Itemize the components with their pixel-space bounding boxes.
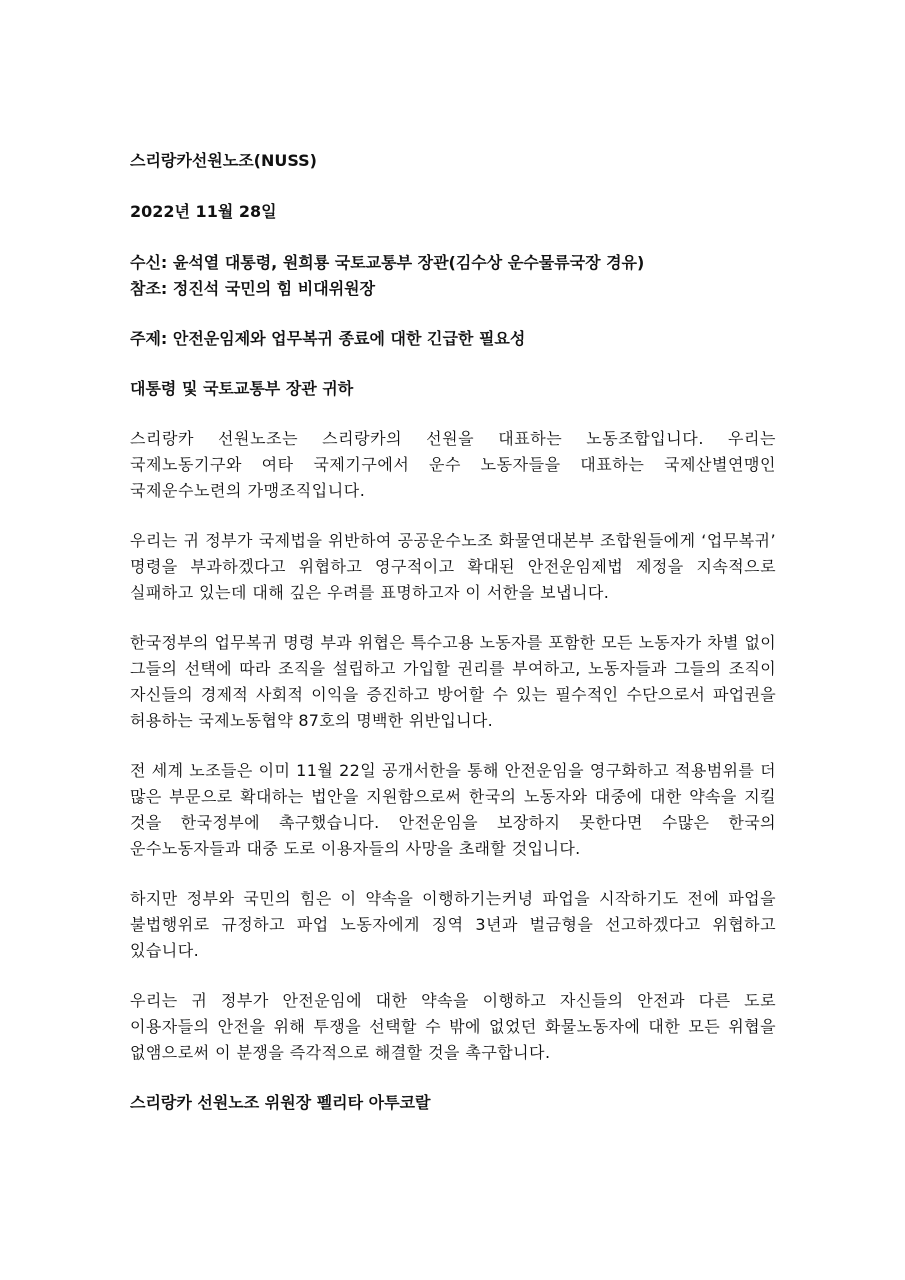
body-paragraph-6: 우리는 귀 정부가 안전운임에 대한 약속을 이행하고 자신들의 안전과 다른 도로 이용자들의 안전을 위해 투쟁을 선택할 수 밖에 없었던 화물노동자에 대한 모든 위협을 없앰으로써 이 분쟁을 즉각적으로 해결할 것을 촉구합니다.: [130, 991, 776, 1062]
letter-signature: 스리랑카 선원노조 위원장 펠리타 아투코랄: [130, 1093, 431, 1112]
letter-recipient: 수신: 윤석열 대통령, 원희룡 국토교통부 장관(김수상 운수물류국장 경유): [130, 253, 645, 272]
body-paragraph-5: 하지만 정부와 국민의 힘은 이 약속을 이행하기는커녕 파업을 시작하기도 전에 파업을 불법행위로 규정하고 파업 노동자에게 징역 3년과 벌금형을 선고하겠다고 위협하고 있습니다.: [130, 889, 776, 960]
body-paragraph-2: 우리는 귀 정부가 국제법을 위반하여 공공운수노조 화물연대본부 조합원들에게 ‘업무복귀’ 명령을 부과하겠다고 위협하고 영구적이고 확대된 안전운임제법 제정을 지속적으로 실패하고 있는데 대해 깊은 우려를 표명하고자 이 서한을 보냅니다.: [130, 531, 776, 602]
letter-page: [130, 148, 776, 1116]
letter-organization: 스리랑카선원노조(NUSS): [130, 151, 317, 170]
body-paragraph-1: 스리랑카 선원노조는 스리랑카의 선원을 대표하는 노동조합입니다. 우리는 국제노동기구와 여타 국제기구에서 운수 노동자들을 대표하는 국제산별연맹인 국제운수노련의 가맹조직입니다.: [130, 429, 776, 500]
body-paragraph-3: 한국정부의 업무복귀 명령 부과 위협은 특수고용 노동자를 포함한 모든 노동자가 차별 없이 그들의 선택에 따라 조직을 설립하고 가입할 권리를 부여하고, 노동자들과 그들의 조직이 자신들의 경제적 사회적 이익을 증진하고 방어할 수 있는 필수적인 수단으로서 파업권을 허용하는 국제노동협약 87호의 명백한 위반입니다.: [130, 633, 776, 730]
body-paragraph-4: 전 세계 노조들은 이미 11월 22일 공개서한을 통해 안전운임을 영구화하고 적용범위를 더 많은 부문으로 확대하는 법안을 지원함으로써 한국의 노동자와 대중에 대한 약속을 지킬 것을 한국정부에 촉구했습니다. 안전운임을 보장하지 못한다면 수많은 한국의 운수노동자들과 대중 도로 이용자들의 사망을 초래할 것입니다.: [130, 761, 776, 858]
letter-date: 2022년 11월 28일: [130, 202, 277, 221]
letter-subject: 주제: 안전운임제와 업무복귀 종료에 대한 긴급한 필요성: [130, 329, 526, 348]
letter-salutation: 대통령 및 국토교통부 장관 귀하: [130, 379, 354, 398]
letter-reference: 참조: 정진석 국민의 힘 비대위원장: [130, 279, 376, 298]
